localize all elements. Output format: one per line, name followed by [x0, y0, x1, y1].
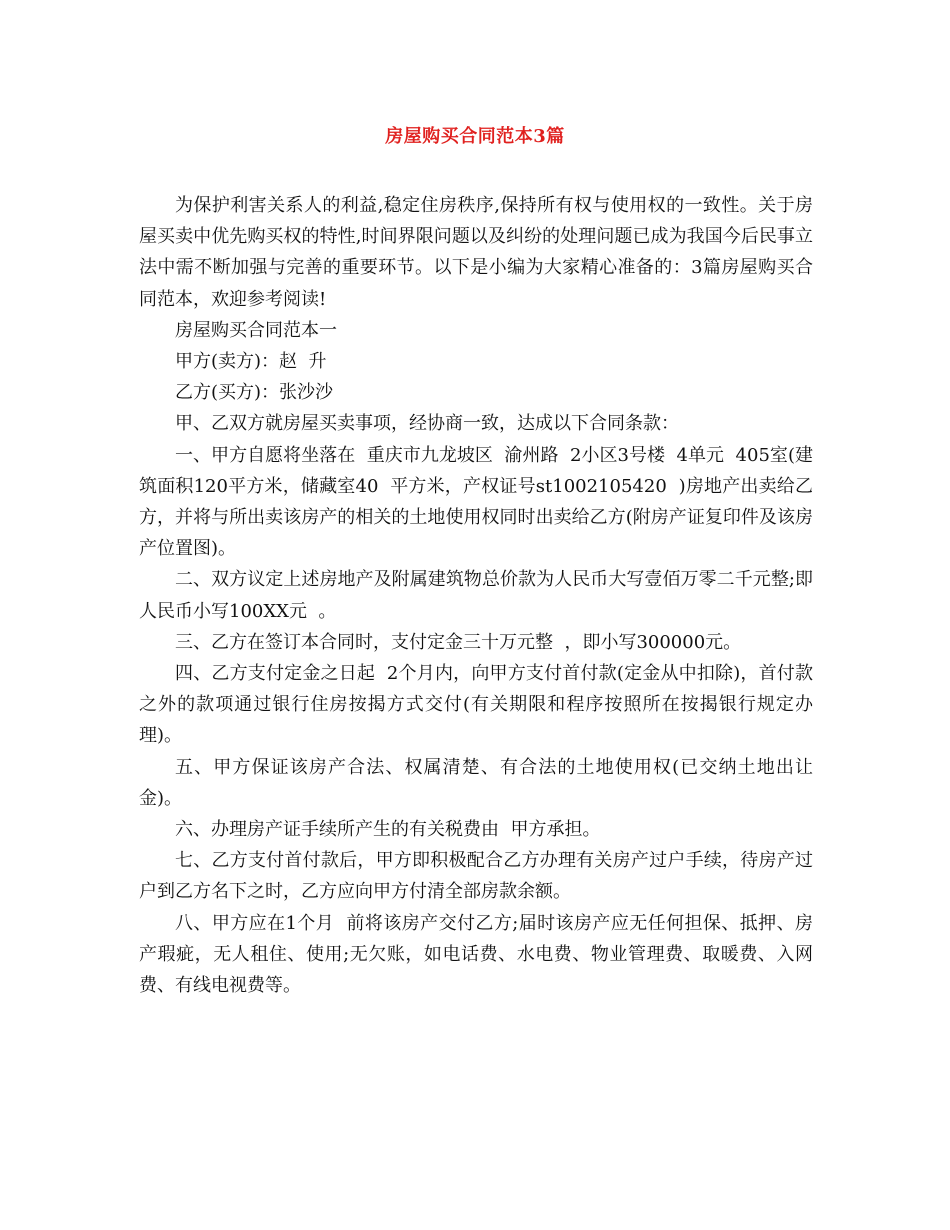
document-title: 房屋购买合同范本3篇 [385, 126, 565, 147]
contract-heading: 房屋购买合同范本一 [175, 319, 337, 341]
party-a-line: 甲方(卖方)：赵 升 [175, 351, 327, 373]
clause-4: 四、乙方支付定金之日起 2个月内，向甲方支付首付款(定金从中扣除)，首付款之外的款项通过银行住房按揭方式交付(有关期限和程序按照所在按揭银行规定办理)。 [139, 663, 813, 747]
clause-5: 五、甲方保证该房产合法、权属清楚、有合法的土地使用权(已交纳土地出让金)。 [139, 756, 813, 809]
clause-7: 七、乙方支付首付款后，甲方即积极配合乙方办理有关房产过户手续，待房产过户到乙方名下之时，乙方应向甲方付清全部房款余额。 [139, 850, 813, 903]
clause-3: 三、乙方在签订本合同时，支付定金三十万元整 ，即小写300000元。 [175, 631, 742, 653]
agreement-line: 甲、乙双方就房屋买卖事项，经协商一致，达成以下合同条款： [175, 413, 679, 435]
document-body [139, 190, 813, 1001]
intro-paragraph: 为保护利害关系人的利益,稳定住房秩序,保持所有权与使用权的一致性。关于房屋买卖中优先购买权的特性,时间界限问题以及纠纷的处理问题已成为我国今后民事立法中需不断加强与完善的重要环节。以下是小编为大家精心准备的：3篇房屋购买合同范本，欢迎参考阅读! [139, 195, 813, 310]
clause-1: 一、甲方自愿将坐落在 重庆市九龙坡区 渝州路 2小区3号楼 4单元 405室(建筑面积120平方米，储藏室40 平方米，产权证号st1002105420 )房地产出卖给乙方，并将与所出卖该房产的相关的土地使用权同时出卖给乙方(附房产证复印件及该房产位置图)。 [139, 444, 813, 560]
clause-2: 二、双方议定上述房地产及附属建筑物总价款为人民币大写壹佰万零二千元整;即人民币小写100XX元 。 [139, 569, 813, 622]
clause-6: 六、办理房产证手续所产生的有关税费由 甲方承担。 [175, 819, 601, 841]
clause-8: 八、甲方应在1个月 前将该房产交付乙方;届时该房产应无任何担保、抵押、房产瑕疵，无人租住、使用;无欠账，如电话费、水电费、物业管理费、取暖费、入网费、有线电视费等。 [139, 912, 813, 997]
party-b-line: 乙方(买方)：张沙沙 [175, 382, 334, 404]
